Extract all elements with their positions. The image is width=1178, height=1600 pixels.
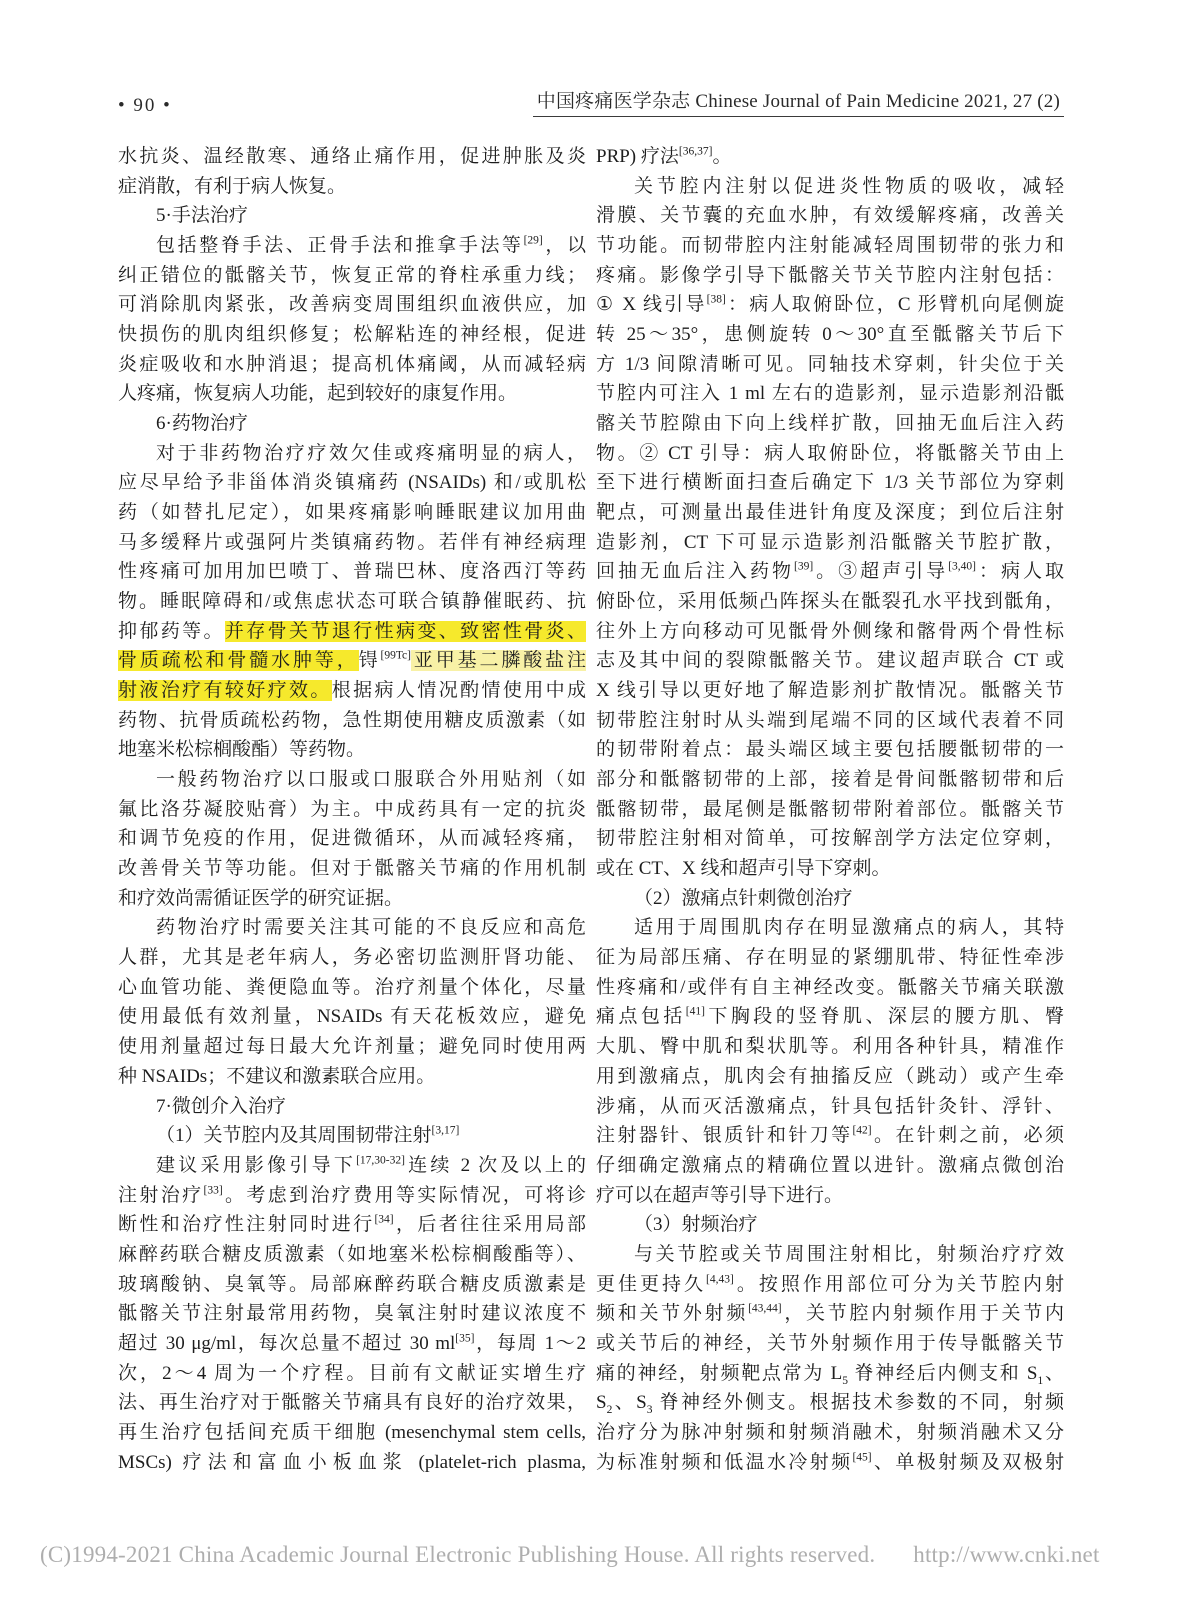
text-run: 靶点，可测量出最佳进针角度及深度；到位后注射 (596, 502, 1064, 524)
left-text-column (118, 142, 586, 1477)
text-run: 适用于周围肌肉存在明显激痛点的病人，其特 (634, 917, 1064, 939)
text-run: 脊神经后内侧支和 S (848, 1362, 1038, 1384)
text-line (118, 1121, 586, 1151)
text-line (596, 854, 1064, 884)
text-line (118, 1329, 586, 1359)
text-run: 或关节后的神经，关节外射频作用于传导骶髂关节 (596, 1332, 1064, 1354)
text-run: 性疼痛和/或伴有自主神经改变。骶髂关节痛关联激 (596, 976, 1064, 998)
text-run: 治疗分为脉冲射频和射频消融术，射频消融术又分 (596, 1421, 1064, 1443)
page-number: • 90 • (118, 95, 172, 116)
text-line (596, 1062, 1064, 1092)
text-run: 节腔内可注入 1 ml 左右的造影剂，显示造影剂沿骶 (596, 383, 1064, 405)
text-run: 炎症吸收和水肿消退；提高机体痛阈，从而减轻病 (118, 353, 586, 375)
text-run: （1）关节腔内及其周围韧带注射 (156, 1125, 432, 1147)
text-line (118, 795, 586, 825)
text-run: 使用最低有效剂量，NSAIDs 有天花板效应，避免 (118, 1006, 586, 1028)
text-run: 涉痛，从而灭活激痛点，针具包括针灸针、浮针、 (596, 1095, 1064, 1117)
text-line (118, 824, 586, 854)
text-line (596, 201, 1064, 231)
text-run: ，以 (542, 235, 586, 257)
text-run: 药物治疗时需要关注其可能的不良反应和高危 (156, 917, 586, 939)
text-run: ① X 线引导 (596, 294, 707, 316)
text-line (596, 350, 1064, 380)
text-line (596, 468, 1064, 498)
citation-superscript: [34] (374, 1213, 394, 1226)
text-run: 一般药物治疗以口服或口服联合外用贴剂（如 (156, 769, 586, 791)
text-line (596, 231, 1064, 261)
text-line (596, 617, 1064, 647)
text-line (596, 1181, 1064, 1211)
citation-superscript: [43,44] (748, 1302, 782, 1315)
text-line (596, 172, 1064, 202)
text-run: 人疼痛，恢复病人功能，起到较好的康复作用。 (118, 383, 518, 405)
text-run: 、单极射频及双极射 (871, 1451, 1064, 1473)
text-line (118, 587, 586, 617)
text-line (118, 646, 586, 676)
text-run: 的韧带附着点：最头端区域主要包括腰骶韧带的一 (596, 739, 1064, 761)
text-run: 至下进行横断面扫查后确定下 1/3 关节部位为穿刺 (596, 472, 1064, 494)
text-run: S (596, 1392, 607, 1414)
text-run: 可消除肌肉紧张，改善病变周围组织血液供应，加 (118, 294, 586, 316)
text-run: 使用剂量超过每日最大允许剂量；避免同时使用两 (118, 1036, 586, 1058)
text-run: ，后者往往采用局部 (393, 1214, 586, 1236)
text-line (596, 943, 1064, 973)
text-run: 性疼痛可加用加巴喷丁、普瑞巴林、度洛西汀等药 (118, 561, 586, 583)
text-run: 次，2～4 周为一个疗程。目前有文献证实增生疗 (118, 1362, 586, 1384)
text-run: 物。睡眠障碍和/或焦虑状态可联合镇静催眠药、抗 (118, 591, 586, 613)
text-run: 节功能。而韧带腔内注射能减轻周围韧带的张力和 (596, 235, 1064, 257)
text-line (118, 706, 586, 736)
text-run: 志及其中间的裂隙骶髂关节。建议超声联合 CT 或 (596, 650, 1064, 672)
text-line (596, 498, 1064, 528)
text-line (118, 439, 586, 469)
text-line (118, 973, 586, 1003)
text-line (118, 261, 586, 291)
text-run: 抑郁药等。 (118, 620, 225, 642)
text-run: 往外上方向移动可见骶骨外侧缘和髂骨两个骨性标 (596, 620, 1064, 642)
citation-superscript: [17,30-32] (356, 1154, 405, 1167)
text-line (596, 439, 1064, 469)
text-run: 骶髂韧带，最尾侧是骶髂韧带附着部位。骶髂关节 (596, 798, 1064, 820)
text-line (118, 617, 586, 647)
text-line (118, 765, 586, 795)
text-run: 、 (1043, 1362, 1064, 1384)
text-run: 药（如替扎尼定），如果疼痛影响睡眠建议加用曲 (118, 502, 586, 524)
text-line (118, 1002, 586, 1032)
text-line (596, 587, 1064, 617)
text-run: PRP) 疗法 (596, 146, 679, 167)
citation-superscript: [33] (203, 1184, 223, 1197)
text-run: 5·手法治疗 (156, 205, 248, 227)
text-run: 仔细确定激痛点的精确位置以进针。激痛点微创治 (596, 1154, 1064, 1176)
text-run: 更佳更持久 (596, 1273, 707, 1295)
text-run: 马多缓释片或强阿片类镇痛药物。若伴有神经病理 (118, 531, 586, 553)
citation-superscript: [4,43] (706, 1273, 734, 1286)
text-run: 滑膜、关节囊的充血水肿，有效缓解疼痛，改善关 (596, 205, 1064, 227)
text-run: 水抗炎、温经散寒、通络止痛作用，促进肿胀及炎 (118, 146, 586, 167)
journal-title: 中国疼痛医学杂志 Chinese Journal of Pain Medicine 2021, 27 (2) (533, 86, 1064, 117)
text-run: 关节腔内注射以促进炎性物质的吸收，减轻 (634, 175, 1064, 197)
text-line (596, 676, 1064, 706)
text-line (596, 1329, 1064, 1359)
text-line (596, 1270, 1064, 1300)
text-line (118, 1062, 586, 1092)
text-line (596, 1092, 1064, 1122)
citation-superscript: [38] (706, 294, 726, 307)
text-line (596, 1448, 1064, 1478)
page-footer (40, 1542, 1140, 1568)
text-run: 根据病人情况酌情使用中成 (331, 680, 586, 702)
citation-superscript: [29] (523, 234, 543, 247)
text-run: 骶髂关节注射最常用药物，臭氧注射时建议浓度不 (118, 1303, 586, 1325)
text-line (596, 1240, 1064, 1270)
subscript-text: 3 (646, 1404, 653, 1417)
text-run: 脊神经外侧支。根据技术参数的不同，射频 (652, 1392, 1064, 1414)
text-line (596, 528, 1064, 558)
text-line (596, 1359, 1064, 1389)
text-line (596, 379, 1064, 409)
text-line (596, 795, 1064, 825)
citation-superscript: [3,17] (431, 1124, 460, 1137)
text-run: 下胸段的竖脊肌、深层的腰方肌、臀 (704, 1006, 1064, 1028)
text-line (596, 706, 1064, 736)
text-line (118, 1210, 586, 1240)
text-line (118, 172, 586, 202)
text-run: 物。② CT 引导：病人取俯卧位，将骶髂关节由上 (596, 442, 1064, 464)
text-line (596, 913, 1064, 943)
text-run: 法、再生治疗对于骶髂关节痛具有良好的治疗效果， (118, 1392, 586, 1414)
text-line (596, 1151, 1064, 1181)
text-run: 再生治疗包括间充质干细胞 (mesenchymal stem cells, (118, 1421, 586, 1443)
text-run: 和调节免疫的作用，促进微循环，从而减轻疼痛， (118, 828, 586, 850)
text-line (118, 528, 586, 558)
text-line (596, 1002, 1064, 1032)
citation-superscript: [35] (455, 1332, 475, 1345)
text-run: 注射治疗 (118, 1184, 204, 1206)
text-line (118, 1181, 586, 1211)
text-run: 注射器针、银质针和针刀等 (596, 1125, 853, 1147)
text-line (118, 409, 586, 439)
citation-superscript: [45] (852, 1451, 872, 1464)
text-run: 疗可以在超声等引导下进行。 (596, 1184, 844, 1206)
text-run: 包括整脊手法、正骨手法和推拿手法等 (156, 235, 524, 257)
text-line (118, 201, 586, 231)
text-line (596, 1418, 1064, 1448)
text-run: ：病人取俯卧位，C 形臂机向尾侧旋 (725, 294, 1064, 316)
text-line (118, 1388, 586, 1418)
text-run: （3）射频治疗 (634, 1214, 758, 1236)
text-line (118, 350, 586, 380)
text-run: 部分和骶髂韧带的上部，接着是骨间骶髂韧带和后 (596, 769, 1064, 791)
text-line (118, 1032, 586, 1062)
text-line (118, 1359, 586, 1389)
text-line (118, 468, 586, 498)
text-run: 韧带腔注射时从头端到尾端不同的区域代表着不同 (596, 709, 1064, 731)
text-run: 种 NSAIDs；不建议和激素联合应用。 (118, 1065, 436, 1087)
text-run: 。 (712, 146, 732, 167)
text-run: 痛的神经，射频靶点常为 L (596, 1362, 843, 1384)
text-run: 痛点包括 (596, 1006, 686, 1028)
text-run: 回抽无血后注入药物 (596, 561, 794, 583)
text-line (118, 1151, 586, 1181)
text-line (118, 290, 586, 320)
text-run: 改善骨关节等功能。但对于骶髂关节痛的作用机制 (118, 858, 586, 880)
text-line (118, 884, 586, 914)
text-line (118, 854, 586, 884)
text-line (118, 142, 586, 172)
text-line (596, 884, 1064, 914)
text-line (596, 824, 1064, 854)
text-run: 氟比洛芬凝胶贴膏）为主。中成药具有一定的抗炎 (118, 798, 586, 820)
text-line (118, 676, 586, 706)
text-run: 。③超声引导 (813, 561, 949, 583)
text-line (596, 1388, 1064, 1418)
text-run: 用到激痛点，肌肉会有抽搐反应（跳动）或产生牵 (596, 1065, 1064, 1087)
text-run: X 线引导以更好地了解造影剂扩散情况。骶髂关节 (596, 680, 1064, 702)
citation-superscript: [41] (685, 1006, 705, 1019)
text-run: 对于非药物治疗疗效欠佳或疼痛明显的病人， (156, 442, 586, 464)
text-run: 为标准射频和低温水冷射频 (596, 1451, 853, 1473)
subscript-text: 2 (606, 1404, 613, 1417)
text-line (596, 290, 1064, 320)
text-run: 造影剂，CT 下可显示造影剂沿骶髂关节腔扩散， (596, 531, 1064, 553)
text-run: 与关节腔或关节周围注射相比，射频治疗疗效 (634, 1243, 1064, 1265)
text-line (118, 1240, 586, 1270)
text-line (118, 498, 586, 528)
text-line (118, 231, 586, 261)
text-run: 麻醉药联合糖皮质激素（如地塞米松棕榈酸酯等）、 (118, 1243, 586, 1265)
highlighted-text: 骨质疏松和骨髓水肿等， (118, 650, 359, 672)
text-run: 锝 (358, 650, 381, 672)
text-run: ，每周 1～2 (474, 1332, 586, 1354)
text-line (596, 1121, 1064, 1151)
citation-superscript: [36,37] (678, 145, 713, 158)
text-run: 7·微创介入治疗 (156, 1095, 286, 1117)
text-run: 纠正错位的骶髂关节，恢复正常的脊柱承重力线； (118, 264, 586, 286)
text-run: MSCs) 疗法和富血小板血浆 (platelet-rich plasma, (118, 1451, 586, 1473)
text-run: 大肌、臀中肌和梨状肌等。利用各种针具，精准作 (596, 1036, 1064, 1058)
text-run: 连续 2 次及以上的 (404, 1154, 586, 1176)
text-line (118, 1418, 586, 1448)
highlighted-text: 射液治疗有较好疗效。 (118, 680, 332, 702)
text-run: （2）激痛点针刺微创治疗 (634, 887, 853, 909)
text-run: 地塞米松棕榈酸酯）等药物。 (118, 739, 366, 761)
text-run: 或在 CT、X 线和超声引导下穿刺。 (596, 858, 891, 880)
text-line (596, 409, 1064, 439)
subscript-text: 5 (842, 1374, 849, 1387)
citation-superscript: [3,40] (948, 561, 976, 574)
text-run: 频和关节外射频 (596, 1303, 749, 1325)
text-run: 症消散，有利于病人恢复。 (118, 175, 347, 197)
text-line (596, 973, 1064, 1003)
cnki-url: http://www.cnki.net (913, 1542, 1100, 1567)
text-run: 建议采用影像引导下 (156, 1154, 357, 1176)
text-line (596, 1299, 1064, 1329)
text-line (118, 557, 586, 587)
text-line (596, 557, 1064, 587)
copyright-text: (C)1994-2021 China Academic Journal Electronic Publishing House. All rights reserved. (40, 1542, 876, 1567)
right-text-column (596, 142, 1064, 1477)
text-run: 征为局部压痛、存在明显的紧绷肌带、特征性牵涉 (596, 947, 1064, 969)
text-run: 、S (612, 1392, 647, 1414)
text-run: ：病人取 (975, 561, 1064, 583)
text-run: ，关节腔内射频作用于关节内 (781, 1303, 1064, 1325)
text-run: 心血管功能、粪便隐血等。治疗剂量个体化，尽量 (118, 976, 586, 998)
text-line (596, 261, 1064, 291)
text-line (118, 913, 586, 943)
text-line (118, 735, 586, 765)
text-line (596, 1032, 1064, 1062)
citation-superscript: [99Tc] (380, 650, 411, 663)
text-line (596, 735, 1064, 765)
text-line (596, 765, 1064, 795)
text-run: 药物、抗骨质疏松药物，急性期使用糖皮质激素（如 (118, 709, 586, 731)
text-run: 韧带腔注射相对简单，可按解剖学方法定位穿刺， (596, 828, 1064, 850)
text-run: 。考虑到治疗费用等实际情况，可将诊 (222, 1184, 586, 1206)
text-run: 和疗效尚需循证医学的研究证据。 (118, 887, 404, 909)
text-line (596, 142, 1064, 172)
highlighted-text: 并存骨关节退行性病变、致密性骨炎、 (224, 620, 586, 642)
text-line (118, 1092, 586, 1122)
text-run: 快损伤的肌肉组织修复；松解粘连的神经根，促进 (118, 324, 586, 346)
text-run: 断性和治疗性注射同时进行 (118, 1214, 375, 1236)
text-line (118, 1299, 586, 1329)
text-run: 方 1/3 间隙清晰可见。同轴技术穿刺，针尖位于关 (596, 353, 1064, 375)
subscript-text: 1 (1037, 1374, 1044, 1387)
text-run: 。按照作用部位可分为关节腔内射 (733, 1273, 1064, 1295)
page-header (118, 86, 1064, 117)
text-run: 俯卧位，采用低频凸阵探头在骶裂孔水平找到骶角， (596, 591, 1064, 613)
text-run: 玻璃酸钠、臭氧等。局部麻醉药联合糖皮质激素是 (118, 1273, 586, 1295)
highlighted-text-light: 亚甲基二膦酸盐注 (410, 650, 586, 672)
text-run: 超过 30 μg/ml，每次总量不超过 30 ml (118, 1332, 456, 1354)
text-run: 。在针刺之前，必须 (871, 1125, 1064, 1147)
text-run: 应尽早给予非甾体消炎镇痛药 (NSAIDs) 和/或肌松 (118, 472, 586, 494)
text-run: 6·药物治疗 (156, 413, 248, 435)
text-line (596, 320, 1064, 350)
text-line (118, 1270, 586, 1300)
text-line (596, 646, 1064, 676)
text-run: 髂关节腔隙由下向上线样扩散，回抽无血后注入药 (596, 413, 1064, 435)
text-run: 转 25～35°，患侧旋转 0～30°直至骶髂关节后下 (596, 324, 1064, 346)
text-line (596, 1210, 1064, 1240)
text-line (118, 320, 586, 350)
text-line (118, 379, 586, 409)
citation-superscript: [42] (852, 1124, 872, 1137)
text-line (118, 943, 586, 973)
text-line (118, 1448, 586, 1478)
citation-superscript: [39] (794, 561, 814, 574)
text-run: 疼痛。影像学引导下骶髂关节关节腔内注射包括： (596, 264, 1064, 286)
text-run: 人群，尤其是老年病人，务必密切监测肝肾功能、 (118, 947, 586, 969)
